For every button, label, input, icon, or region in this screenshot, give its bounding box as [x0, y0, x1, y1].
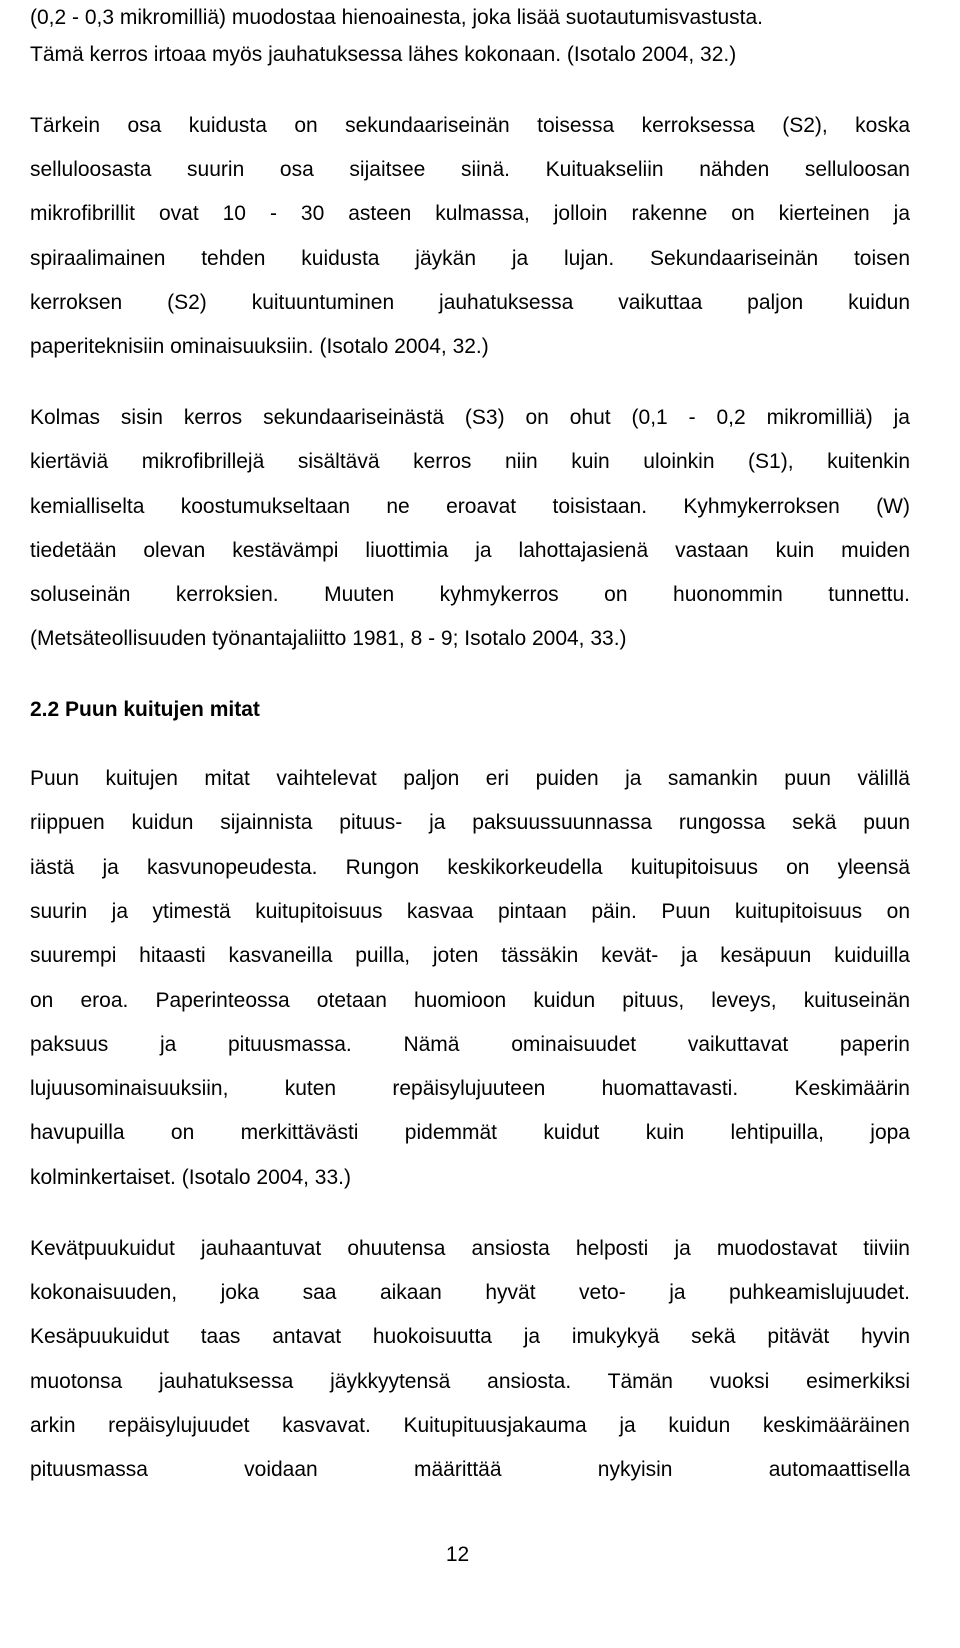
- text-line: kokonaisuuden, joka saa aikaan hyvät veto- ja puhkeamislujuudet.: [30, 1281, 910, 1304]
- text-line: (Metsäteollisuuden työnantajaliitto 1981, 8 - 9; Isotalo 2004, 33.): [30, 627, 627, 650]
- text-line: Kevätpuukuidut jauhaantuvat ohuutensa ansiosta helposti ja muodostavat tiiviin: [30, 1237, 910, 1260]
- text-line: Puun kuitujen mitat vaihtelevat paljon eri puiden ja samankin puun välillä: [30, 767, 910, 790]
- text-line: kiertäviä mikrofibrillejä sisältävä kerros niin kuin uloinkin (S1), kuitenkin: [30, 450, 910, 473]
- text-line: suurin ja ytimestä kuitupitoisuus kasvaa pintaan päin. Puun kuitupitoisuus on: [30, 900, 910, 923]
- text-line: spiraalimainen tehden kuidusta jäykän ja lujan. Sekundaariseinän toisen: [30, 247, 910, 270]
- text-line: riippuen kuidun sijainnista pituus- ja paksuussuunnassa rungossa sekä puun: [30, 811, 910, 834]
- text-line: muotonsa jauhatuksessa jäykkyytensä ansiosta. Tämän vuoksi esimerkiksi: [30, 1370, 910, 1393]
- section-heading: 2.2 Puun kuitujen mitat: [30, 698, 260, 721]
- text-line: kolminkertaiset. (Isotalo 2004, 33.): [30, 1166, 351, 1189]
- text-line: suurempi hitaasti kasvaneilla puilla, joten tässäkin kevät- ja kesäpuun kuiduilla: [30, 944, 910, 967]
- text-line: Kesäpuukuidut taas antavat huokoisuutta ja imukykyä sekä pitävät hyvin: [30, 1325, 910, 1348]
- text-line: arkin repäisylujuudet kasvavat. Kuitupituusjakauma ja kuidun keskimääräinen: [30, 1414, 910, 1437]
- text-line: pituusmassa voidaan määrittää nykyisin automaattisella: [30, 1458, 910, 1481]
- text-line: tiedetään olevan kestävämpi liuottimia ja lahottajasienä vastaan kuin muiden: [30, 539, 910, 562]
- text-line: Tärkein osa kuidusta on sekundaariseinän toisessa kerroksessa (S2), koska: [30, 114, 910, 137]
- text-line: Tämä kerros irtoaa myös jauhatuksessa lähes kokonaan. (Isotalo 2004, 32.): [30, 43, 737, 66]
- text-line: lujuusominaisuuksiin, kuten repäisylujuuteen huomattavasti. Keskimäärin: [30, 1077, 910, 1100]
- text-line: paperiteknisiin ominaisuuksiin. (Isotalo 2004, 32.): [30, 335, 489, 358]
- text-line: mikrofibrillit ovat 10 - 30 asteen kulmassa, jolloin rakenne on kierteinen ja: [30, 202, 910, 225]
- text-line: iästä ja kasvunopeudesta. Rungon keskikorkeudella kuitupitoisuus on yleensä: [30, 856, 910, 879]
- text-line: on eroa. Paperinteossa otetaan huomioon kuidun pituus, leveys, kuituseinän: [30, 989, 910, 1012]
- text-line: kerroksen (S2) kuituuntuminen jauhatuksessa vaikuttaa paljon kuidun: [30, 291, 910, 314]
- text-line: (0,2 - 0,3 mikromilliä) muodostaa hienoainesta, joka lisää suotautumisvastusta.: [30, 6, 764, 29]
- text-line: Kolmas sisin kerros sekundaariseinästä (S3) on ohut (0,1 - 0,2 mikromilliä) ja: [30, 406, 910, 429]
- text-line: havupuilla on merkittävästi pidemmät kuidut kuin lehtipuilla, jopa: [30, 1121, 910, 1144]
- text-line: selluloosasta suurin osa sijaitsee siinä. Kuituakseliin nähden selluloosan: [30, 158, 910, 181]
- text-line: soluseinän kerroksien. Muuten kyhmykerros on huonommin tunnettu.: [30, 583, 910, 606]
- text-line: paksuus ja pituusmassa. Nämä ominaisuudet vaikuttavat paperin: [30, 1033, 910, 1056]
- page-number: 12: [445, 1543, 470, 1566]
- text-line: kemialliselta koostumukseltaan ne eroavat toisistaan. Kyhmykerroksen (W): [30, 495, 910, 518]
